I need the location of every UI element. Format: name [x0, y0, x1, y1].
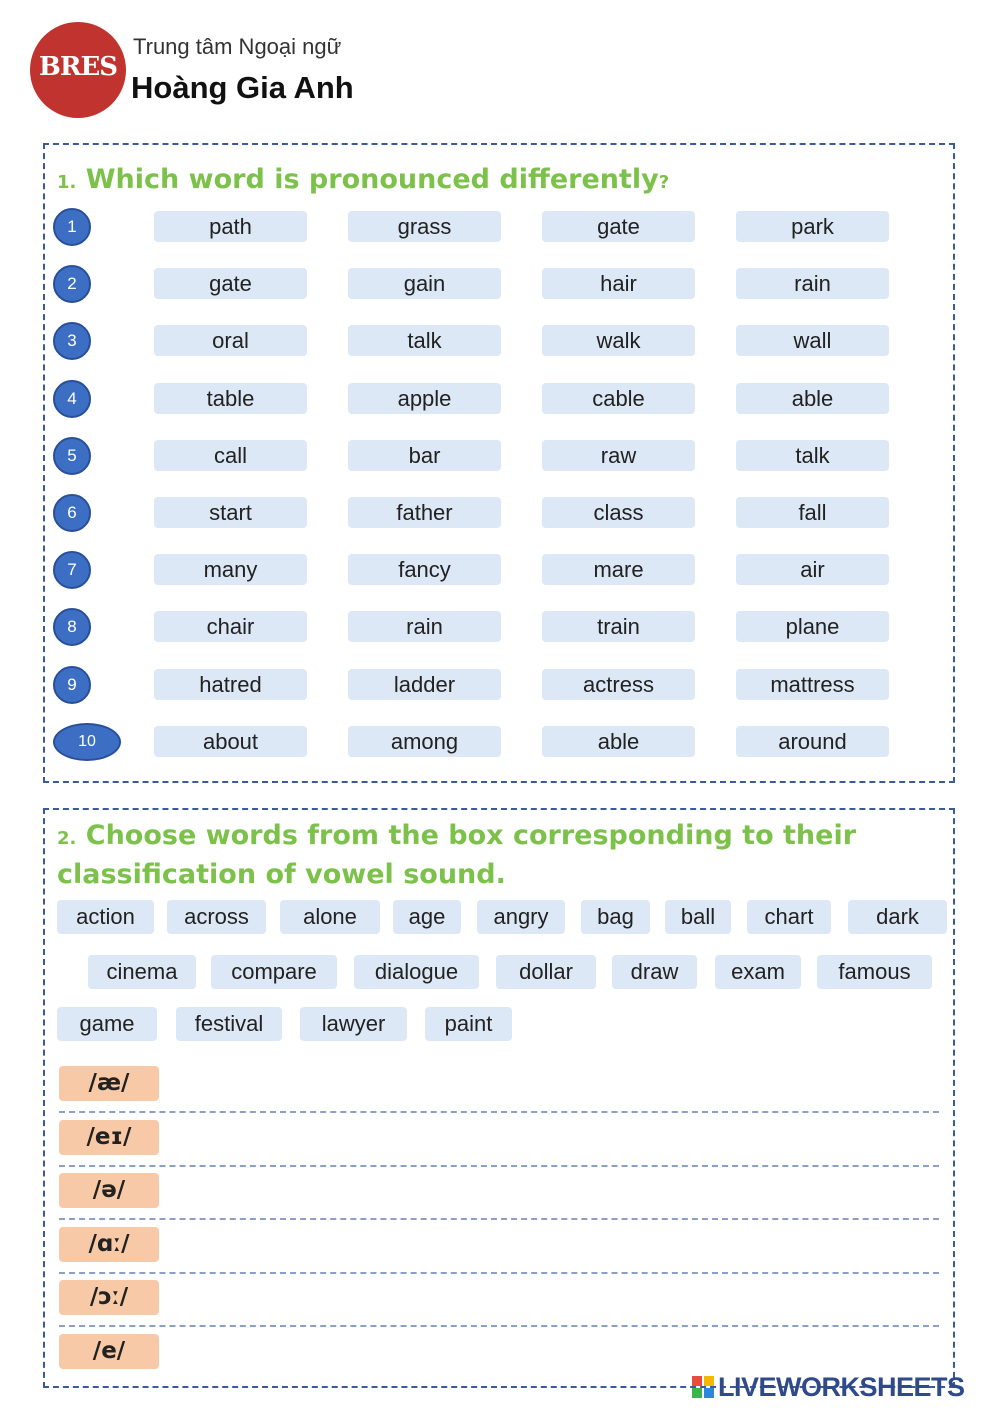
answer-option[interactable]: talk — [736, 440, 889, 471]
answer-option[interactable]: able — [542, 726, 695, 757]
center-subtitle: Trung tâm Ngoại ngữ — [133, 34, 342, 59]
answer-option[interactable]: chair — [154, 611, 307, 642]
answer-option[interactable]: gain — [348, 268, 501, 299]
exercise-2-title — [57, 818, 937, 893]
question-row — [53, 726, 933, 758]
question-number: 4 — [53, 380, 91, 418]
exercise-1-title — [57, 162, 669, 201]
exercise-1-qmark: ? — [658, 172, 670, 193]
answer-option[interactable]: grass — [348, 211, 501, 242]
vowel-sound-label: /ɔː/ — [59, 1280, 159, 1315]
answer-option[interactable]: wall — [736, 325, 889, 356]
word-bank-chip[interactable]: dark — [848, 900, 947, 934]
word-bank-chip[interactable]: action — [57, 900, 154, 934]
answer-option[interactable]: air — [736, 554, 889, 585]
vowel-sound-label: /ə/ — [59, 1173, 159, 1208]
question-row — [53, 211, 933, 243]
word-bank-chip[interactable]: famous — [817, 955, 932, 989]
answer-option[interactable]: park — [736, 211, 889, 242]
question-number: 2 — [53, 265, 91, 303]
answer-option[interactable]: class — [542, 497, 695, 528]
center-title: Hoàng Gia Anh — [131, 70, 354, 105]
vowel-sound-label: /ɑː/ — [59, 1227, 159, 1262]
liveworksheets-text: LIVEWORKSHEETS — [718, 1372, 965, 1402]
question-number: 9 — [53, 666, 91, 704]
answer-option[interactable]: path — [154, 211, 307, 242]
answer-option[interactable]: gate — [154, 268, 307, 299]
word-bank-chip[interactable]: dollar — [496, 955, 596, 989]
question-row — [53, 669, 933, 701]
answer-option[interactable]: around — [736, 726, 889, 757]
question-row — [53, 383, 933, 415]
answer-option[interactable]: about — [154, 726, 307, 757]
word-bank-chip[interactable]: ball — [665, 900, 731, 934]
answer-option[interactable]: mare — [542, 554, 695, 585]
answer-option[interactable]: bar — [348, 440, 501, 471]
answer-option[interactable]: apple — [348, 383, 501, 414]
question-number: 1 — [53, 208, 91, 246]
answer-line[interactable] — [59, 1165, 939, 1167]
answer-option[interactable]: among — [348, 726, 501, 757]
answer-option[interactable]: fancy — [348, 554, 501, 585]
answer-option[interactable]: ladder — [348, 669, 501, 700]
question-row — [53, 325, 933, 357]
answer-option[interactable]: fall — [736, 497, 889, 528]
question-number: 3 — [53, 322, 91, 360]
answer-option[interactable]: actress — [542, 669, 695, 700]
answer-option[interactable]: hair — [542, 268, 695, 299]
word-bank-chip[interactable]: cinema — [88, 955, 196, 989]
answer-option[interactable]: table — [154, 383, 307, 414]
word-bank-chip[interactable]: game — [57, 1007, 157, 1041]
word-bank-chip[interactable]: draw — [612, 955, 697, 989]
answer-line[interactable] — [59, 1111, 939, 1113]
question-row — [53, 440, 933, 472]
exercise-1-heading: Which word is pronounced differently — [76, 164, 659, 195]
answer-option[interactable]: raw — [542, 440, 695, 471]
exercise-1-panel — [43, 143, 955, 783]
word-bank-chip[interactable]: lawyer — [300, 1007, 407, 1041]
answer-option[interactable]: oral — [154, 325, 307, 356]
answer-option[interactable]: father — [348, 497, 501, 528]
vowel-sound-label: /e/ — [59, 1334, 159, 1369]
vowel-sound-label: /æ/ — [59, 1066, 159, 1101]
answer-option[interactable]: rain — [348, 611, 501, 642]
question-row — [53, 554, 933, 586]
answer-option[interactable]: start — [154, 497, 307, 528]
answer-option[interactable]: plane — [736, 611, 889, 642]
answer-option[interactable]: train — [542, 611, 695, 642]
question-row — [53, 268, 933, 300]
question-number: 10 — [53, 723, 121, 761]
exercise-2-panel — [43, 808, 955, 1388]
answer-option[interactable]: talk — [348, 325, 501, 356]
word-bank-chip[interactable]: festival — [176, 1007, 282, 1041]
answer-option[interactable]: hatred — [154, 669, 307, 700]
word-bank-chip[interactable]: paint — [425, 1007, 512, 1041]
word-bank-chip[interactable]: angry — [477, 900, 565, 934]
center-logo — [30, 22, 126, 118]
answer-option[interactable]: many — [154, 554, 307, 585]
exercise-2-number: 2. — [57, 828, 77, 849]
word-bank-chip[interactable]: compare — [211, 955, 337, 989]
question-row — [53, 497, 933, 529]
answer-line[interactable] — [59, 1218, 939, 1220]
exercise-2-heading: Choose words from the box corresponding to their classification of vowel sound. — [57, 820, 857, 890]
answer-option[interactable]: rain — [736, 268, 889, 299]
word-bank-chip[interactable]: bag — [581, 900, 650, 934]
question-number: 6 — [53, 494, 91, 532]
answer-option[interactable]: walk — [542, 325, 695, 356]
answer-option[interactable]: able — [736, 383, 889, 414]
question-number: 5 — [53, 437, 91, 475]
word-bank-chip[interactable]: chart — [747, 900, 831, 934]
answer-option[interactable]: gate — [542, 211, 695, 242]
liveworksheets-icon — [692, 1376, 714, 1398]
answer-line[interactable] — [59, 1272, 939, 1274]
vowel-sound-label: /eɪ/ — [59, 1120, 159, 1155]
question-number: 7 — [53, 551, 91, 589]
answer-option[interactable]: call — [154, 440, 307, 471]
word-bank-chip[interactable]: dialogue — [354, 955, 479, 989]
answer-option[interactable]: mattress — [736, 669, 889, 700]
question-row — [53, 611, 933, 643]
question-number: 8 — [53, 608, 91, 646]
word-bank-chip[interactable]: exam — [715, 955, 801, 989]
word-bank-chip[interactable]: age — [393, 900, 461, 934]
logo-text: BRES — [38, 52, 118, 82]
word-bank-chip[interactable]: alone — [280, 900, 380, 934]
liveworksheets-watermark — [692, 1372, 992, 1404]
exercise-1-number: 1. — [57, 172, 77, 193]
word-bank-chip[interactable]: across — [167, 900, 266, 934]
answer-line[interactable] — [59, 1325, 939, 1327]
answer-option[interactable]: cable — [542, 383, 695, 414]
